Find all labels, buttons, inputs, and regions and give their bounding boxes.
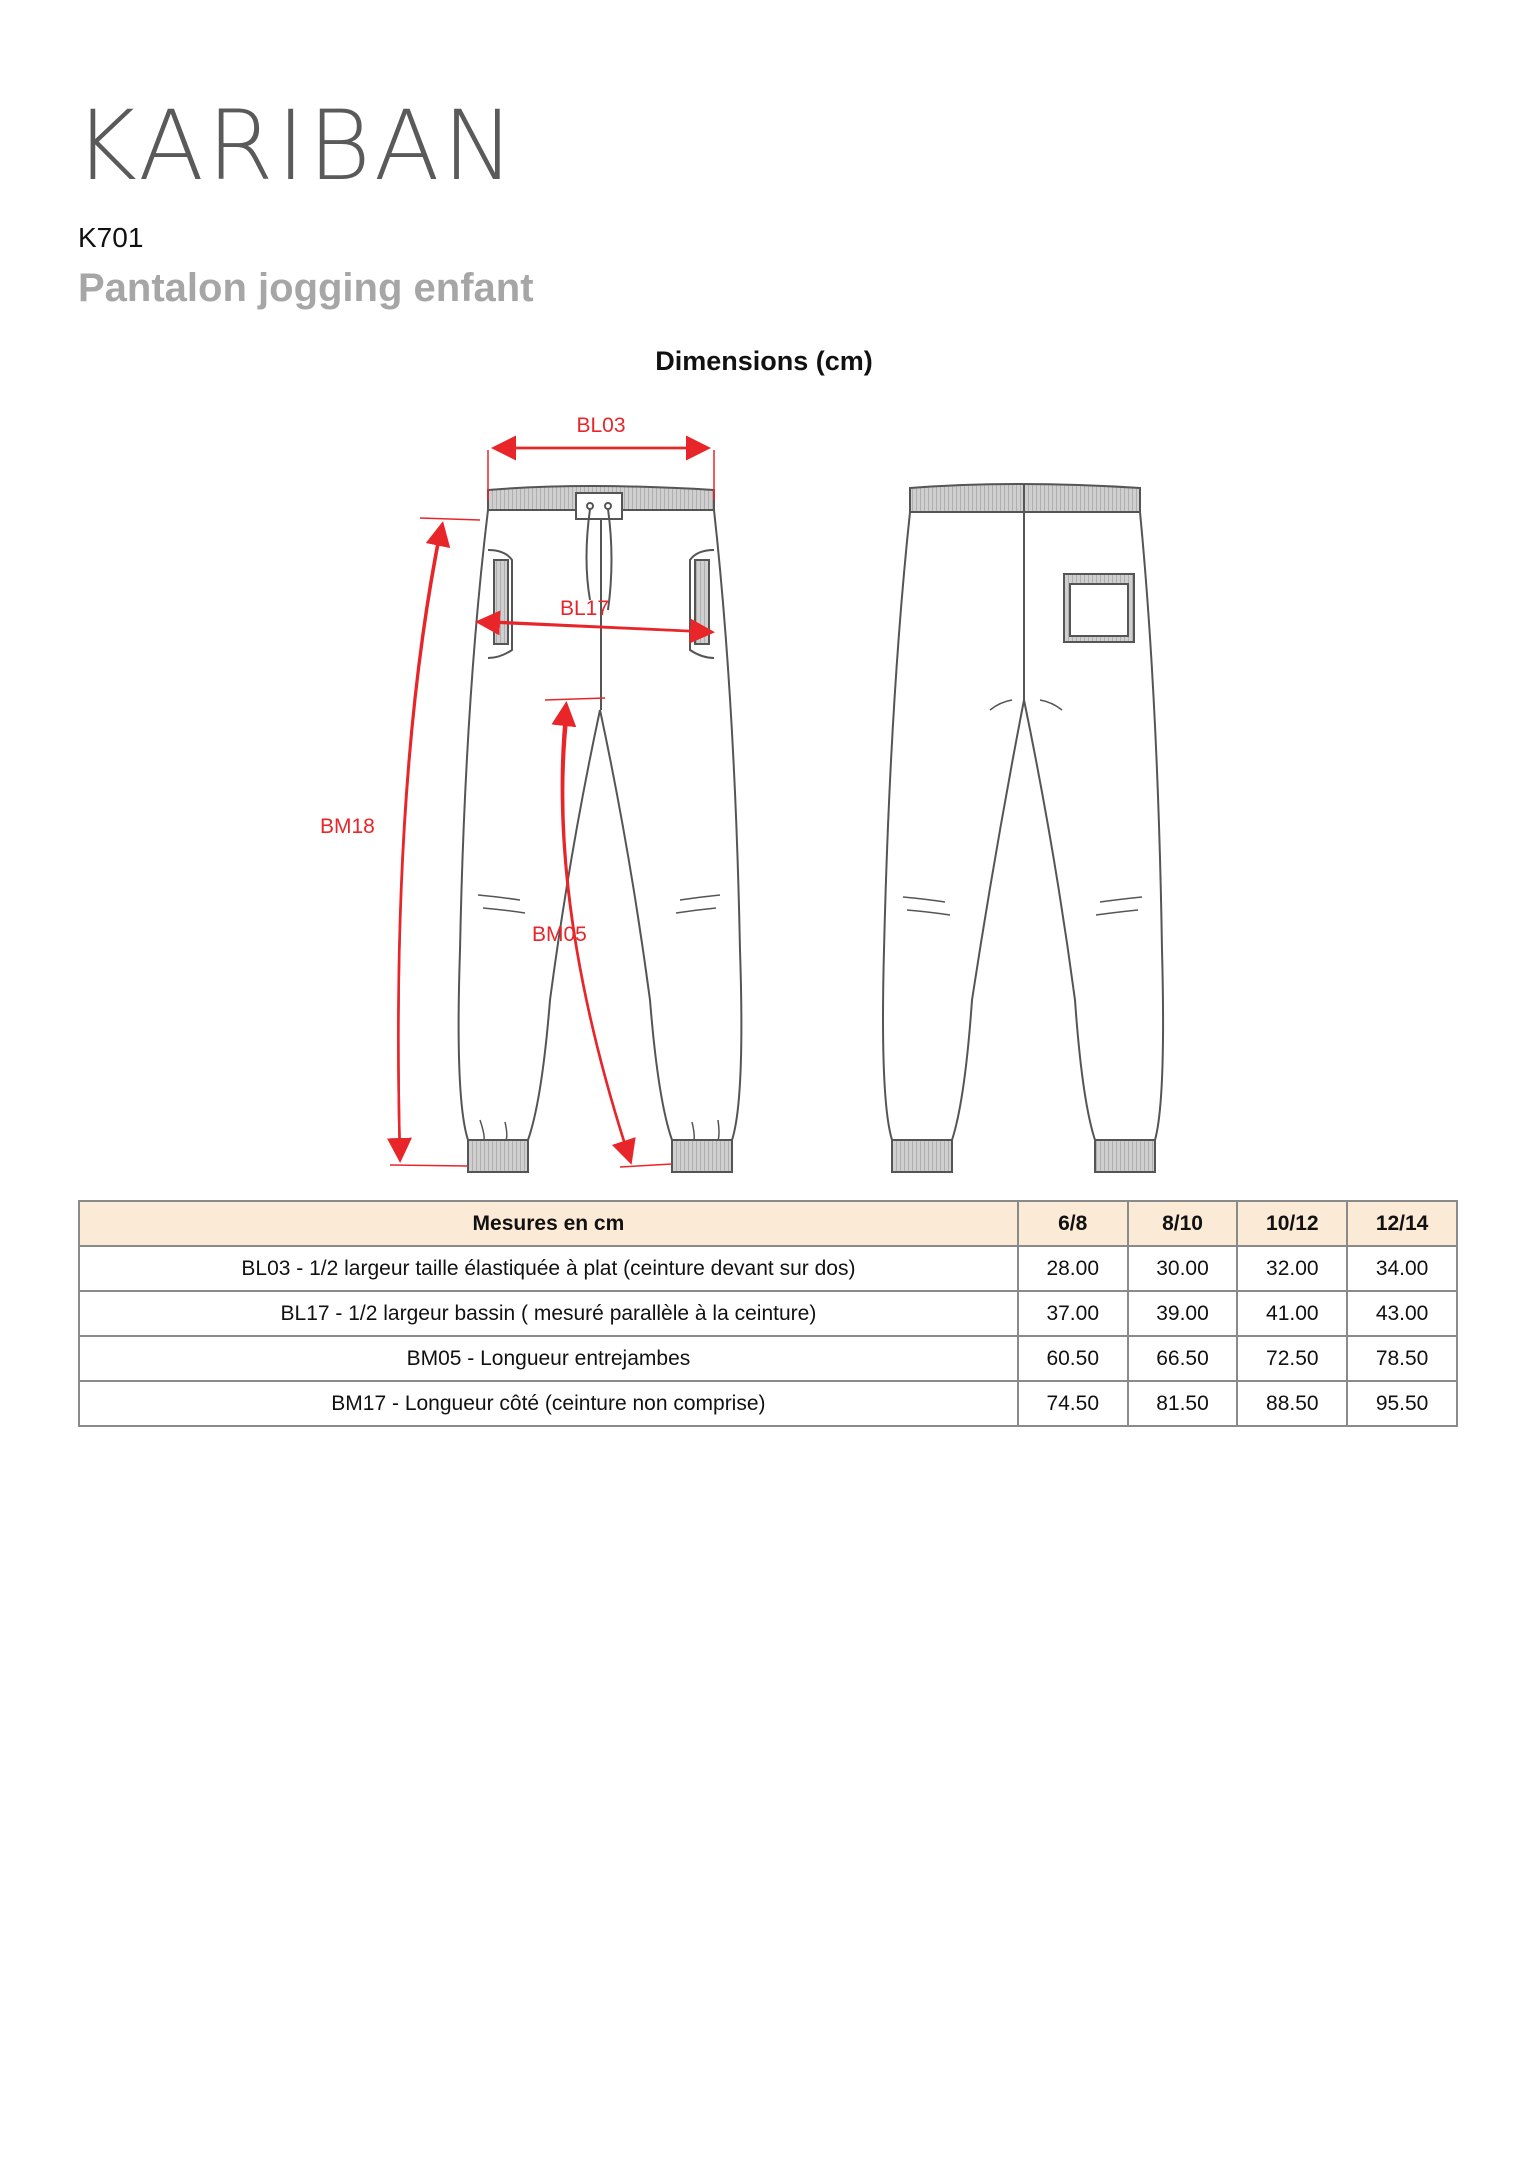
table-row	[79, 1246, 1457, 1291]
cell-value: 32.00	[1237, 1246, 1347, 1291]
cell-value: 39.00	[1128, 1291, 1238, 1336]
cell-value: 43.00	[1347, 1291, 1457, 1336]
pants-technical-drawing	[300, 400, 1230, 1200]
product-name: Pantalon jogging enfant	[78, 266, 534, 310]
product-reference: K701	[78, 222, 144, 253]
header-size-12-14: 12/14	[1347, 1201, 1457, 1246]
front-view	[459, 486, 742, 1172]
header-size-6-8: 6/8	[1018, 1201, 1128, 1246]
cell-value: 78.50	[1347, 1336, 1457, 1381]
header-measure: Mesures en cm	[79, 1201, 1018, 1246]
cell-value: 88.50	[1237, 1381, 1347, 1426]
row-label: BL03 - 1/2 largeur taille élastiquée à plat (ceinture devant sur dos)	[79, 1246, 1018, 1291]
label-bm05: BM05	[532, 923, 587, 946]
table-header-row	[79, 1201, 1457, 1246]
cell-value: 41.00	[1237, 1291, 1347, 1336]
brand-logo: KARIBAN	[74, 90, 518, 202]
cell-value: 66.50	[1128, 1336, 1238, 1381]
size-table	[78, 1200, 1458, 1427]
cell-value: 37.00	[1018, 1291, 1128, 1336]
back-view	[883, 484, 1163, 1172]
label-bl17: BL17	[560, 597, 610, 620]
cell-value: 60.50	[1018, 1336, 1128, 1381]
header-size-8-10: 8/10	[1128, 1201, 1238, 1246]
row-label: BL17 - 1/2 largeur bassin ( mesuré parallèle à la ceinture)	[79, 1291, 1018, 1336]
cell-value: 34.00	[1347, 1246, 1457, 1291]
row-label: BM05 - Longueur entrejambes	[79, 1336, 1018, 1381]
measurement-lines	[390, 448, 714, 1167]
row-label: BM17 - Longueur côté (ceinture non comprise)	[79, 1381, 1018, 1426]
label-bm18: BM18	[320, 815, 375, 838]
cell-value: 95.50	[1347, 1381, 1457, 1426]
cell-value: 81.50	[1128, 1381, 1238, 1426]
dimensions-title: Dimensions (cm)	[655, 346, 873, 376]
header-size-10-12: 10/12	[1237, 1201, 1347, 1246]
cell-value: 72.50	[1237, 1336, 1347, 1381]
table-row	[79, 1336, 1457, 1381]
table-row	[79, 1381, 1457, 1426]
table-row	[79, 1291, 1457, 1336]
label-bl03: BL03	[576, 414, 626, 437]
cell-value: 28.00	[1018, 1246, 1128, 1291]
cell-value: 74.50	[1018, 1381, 1128, 1426]
cell-value: 30.00	[1128, 1246, 1238, 1291]
